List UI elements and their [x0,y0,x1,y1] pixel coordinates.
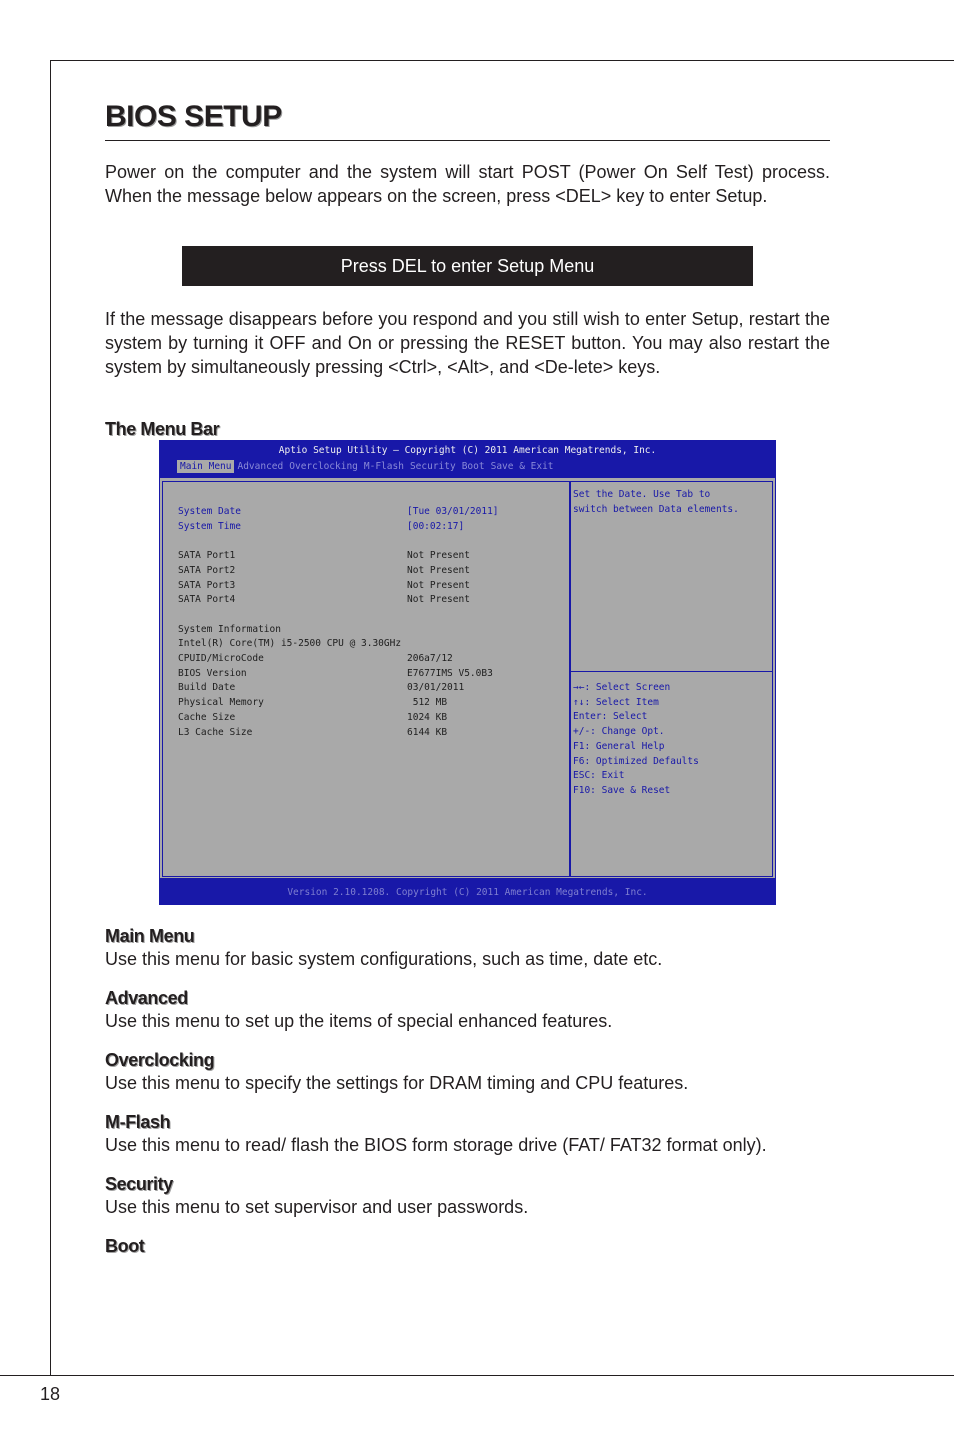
bios-title: Aptio Setup Utility – Copyright (C) 2011 American Megatrends, Inc. [278,445,657,456]
bios-key-item: +/-: Change Opt. [573,726,665,738]
bios-tab-m-flash[interactable]: M-Flash [363,461,404,472]
section-text: Use this menu to set up the items of special enhanced features. [105,1011,613,1031]
page-title: BIOS SETUP [105,100,282,133]
bios-key-item: ESC: Exit [573,770,625,782]
bios-row-label: System Time [178,520,241,532]
bios-help-divider [571,671,772,672]
section-heading: Security [105,1174,173,1194]
menubar-heading: The Menu Bar [105,419,220,439]
section-text: Use this menu to specify the settings for DRAM timing and CPU features. [105,1073,689,1093]
section-text: Use this menu for basic system configurations, such as time, date etc. [105,949,663,969]
bios-key-item: Enter: Select [573,711,648,723]
bios-row-label: System Information [178,623,281,635]
bios-row-value: Not Present [407,564,470,576]
bios-row-label: SATA Port2 [178,564,236,576]
page-frame-left [50,60,51,1375]
bios-row-value: 206a7/12 [407,653,453,664]
intro-paragraph: Power on the computer and the system will start POST (Power On Self Test) process. When the message below appears on the screen, press <DEL> key to enter Setup. [105,162,830,206]
bios-row-label: SATA Port1 [178,550,236,562]
bios-settings-panel [162,481,570,877]
bios-tab-save-exit[interactable]: Save & Exit [490,461,554,472]
bios-row-value[interactable]: [Tue 03/01/2011] [407,506,499,517]
bios-tab-advanced[interactable]: Advanced [237,461,284,472]
bios-help-text: Set the Date. Use Tab to switch between Data elements. [573,489,739,515]
bios-key-item: F1: General Help [573,740,665,752]
bios-key-item: →←: Select Screen [573,682,671,693]
bios-key-item: F6: Optimized Defaults [573,755,699,767]
section-boot [105,1235,830,1257]
bios-help-panel [570,481,773,877]
bios-row-value: 03/01/2011 [407,682,465,694]
bios-tab-overclocking[interactable]: Overclocking [289,461,358,472]
section-heading: Advanced [105,988,188,1008]
page-frame-top [50,60,954,61]
bios-body [160,478,775,878]
menu-sections [105,925,830,1272]
section-heading: M-Flash [105,1112,171,1132]
bios-row-value[interactable]: [00:02:17] [407,520,465,532]
title-rule [105,140,830,141]
reset-paragraph: If the message disappears before you respond and you still wish to enter Setup, restart the system by turning it OFF and On or pressing the RESET button. You may also restart the system by simultaneously pressing <Ctrl>, <Alt>, and <De-lete> keys. [105,309,830,377]
bios-row-label: L3 Cache Size [178,726,253,738]
section-heading: Boot [105,1236,145,1256]
bios-footer: Version 2.10.1208. Copyright (C) 2011 American Megatrends, Inc. [287,887,648,898]
page-number: 18 [40,1384,61,1404]
section-text: Use this menu to read/ flash the BIOS form storage drive (FAT/ FAT32 format only). [105,1135,767,1155]
section-advanced [105,987,830,1034]
bios-row-value: 512 MB [407,697,448,709]
section-security [105,1173,830,1220]
section-heading: Overclocking [105,1050,215,1070]
bios-row-label: SATA Port4 [178,594,236,606]
bios-row-label: BIOS Version [178,667,247,679]
del-message-banner: Press DEL to enter Setup Menu [182,246,753,286]
bios-row-value: Not Present [407,579,470,591]
bios-row-value: Not Present [407,594,470,606]
bios-row-label: SATA Port3 [178,579,236,591]
bios-row-label: System Date [178,506,241,517]
bios-row-value: 6144 KB [407,726,448,738]
bios-row-value: Not Present [407,550,470,562]
section-overclocking [105,1049,830,1096]
bios-row-value: 1024 KB [407,711,448,723]
bios-key-item: F10: Save & Reset [573,784,671,796]
bios-tab-security[interactable]: Security [409,461,456,472]
bios-row-label: Build Date [178,682,236,694]
bios-tab-boot[interactable]: Boot [461,461,485,472]
section-heading: Main Menu [105,926,195,946]
bios-row-label: CPUID/MicroCode [178,653,264,664]
bios-row-label: Intel(R) Core(TM) i5-2500 CPU @ 3.30GHz [178,638,402,650]
bios-row-value: E7677IMS V5.0B3 [407,667,493,679]
page-frame-bottom [0,1375,954,1376]
bios-row-label: Physical Memory [178,697,264,709]
section-text: Use this menu to set supervisor and user passwords. [105,1197,529,1217]
bios-menu-bar [177,460,557,473]
bios-key-legend [573,681,769,799]
section-main-menu [105,925,830,972]
section-m-flash [105,1111,830,1158]
bios-screenshot [159,440,776,905]
bios-row-label: Cache Size [178,711,236,723]
bios-tab-main-menu[interactable]: Main Menu [177,460,234,473]
bios-key-item: ↑↓: Select Item [573,696,659,708]
